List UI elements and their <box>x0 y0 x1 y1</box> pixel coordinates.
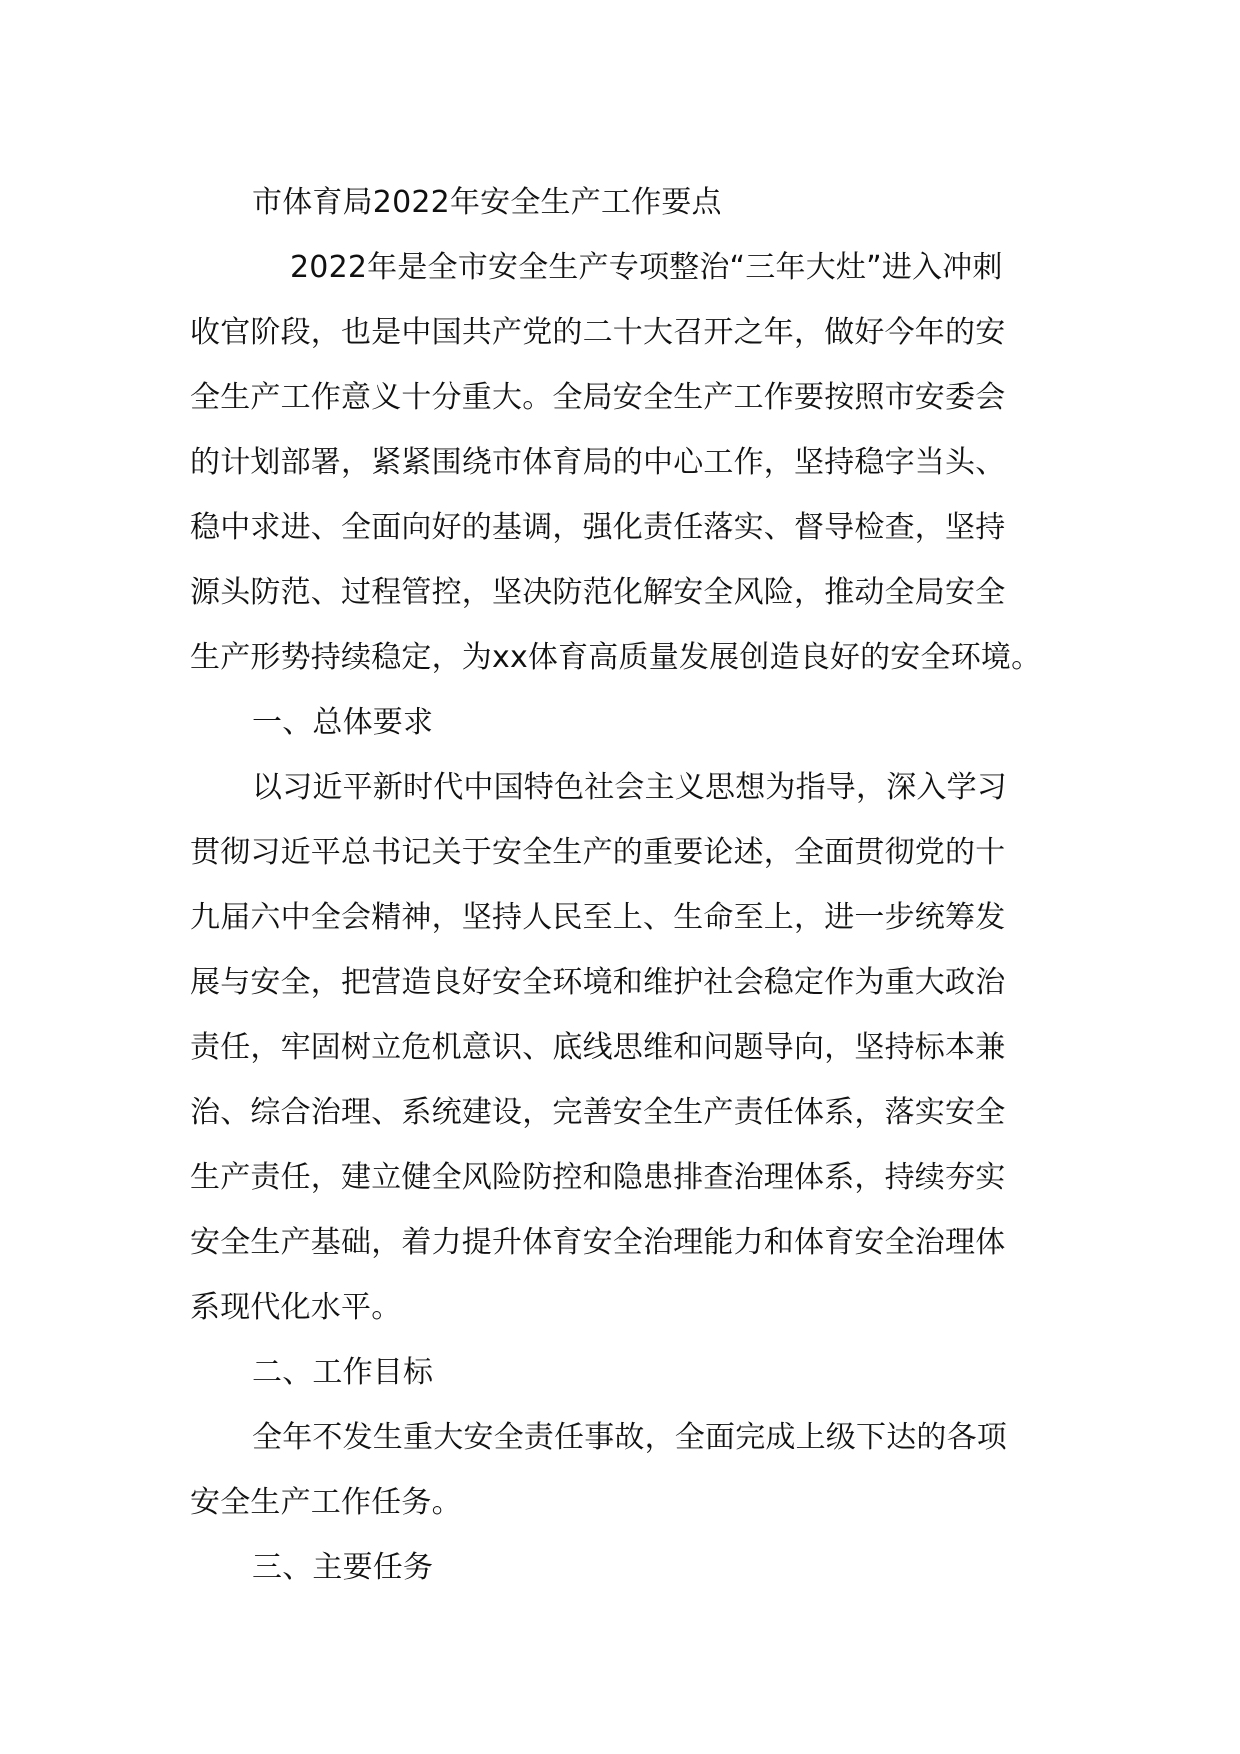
section1-line: 安全生产基础，着力提升体育安全治理能力和体育安全治理体 <box>190 1225 1006 1260</box>
section1-line: 九届六中全会精神，坚持人民至上、生命至上，进一步统筹发 <box>190 900 1006 935</box>
intro-line: 收官阶段，也是中国共产党的二十大召开之年，做好今年的安 <box>190 315 1006 350</box>
section2-line: 安全生产工作任务。 <box>190 1485 462 1520</box>
section-heading: 一、总体要求 <box>252 705 434 740</box>
document-body <box>190 170 1060 1600</box>
section1-line: 责任，牢固树立危机意识、底线思维和问题导向，坚持标本兼 <box>190 1030 1006 1065</box>
section2-line: 全年不发生重大安全责任事故，全面完成上级下达的各项 <box>252 1420 1007 1455</box>
section1-line: 治、综合治理、系统建设，完善安全生产责任体系，落实安全 <box>190 1095 1006 1130</box>
intro-line: 全生产工作意义十分重大。全局安全生产工作要按照市安委会 <box>190 380 1006 415</box>
document-title: 市体育局2022年安全生产工作要点 <box>252 185 722 220</box>
section-heading: 三、主要任务 <box>252 1550 434 1585</box>
intro-line: 源头防范、过程管控，坚决防范化解安全风险，推动全局安全 <box>190 575 1006 610</box>
section1-line: 系现代化水平。 <box>190 1290 402 1325</box>
section1-line: 以习近平新时代中国特色社会主义思想为指导，深入学习 <box>252 770 1007 805</box>
intro-line: 的计划部署，紧紧围绕市体育局的中心工作，坚持稳字当头、 <box>190 445 1006 480</box>
section1-line: 生产责任，建立健全风险防控和隐患排查治理体系，持续夯实 <box>190 1160 1006 1195</box>
intro-line: 2022年是全市安全生产专项整治“三年大灶”进入冲刺 <box>290 250 1003 285</box>
section1-line: 贯彻习近平总书记关于安全生产的重要论述，全面贯彻党的十 <box>190 835 1006 870</box>
intro-line: 生产形势持续稳定，为xx体育高质量发展创造良好的安全环境。 <box>190 640 1042 675</box>
section-heading: 二、工作目标 <box>252 1355 434 1390</box>
section1-line: 展与安全，把营造良好安全环境和维护社会稳定作为重大政治 <box>190 965 1006 1000</box>
intro-line: 稳中求进、全面向好的基调，强化责任落实、督导检查，坚持 <box>190 510 1006 545</box>
